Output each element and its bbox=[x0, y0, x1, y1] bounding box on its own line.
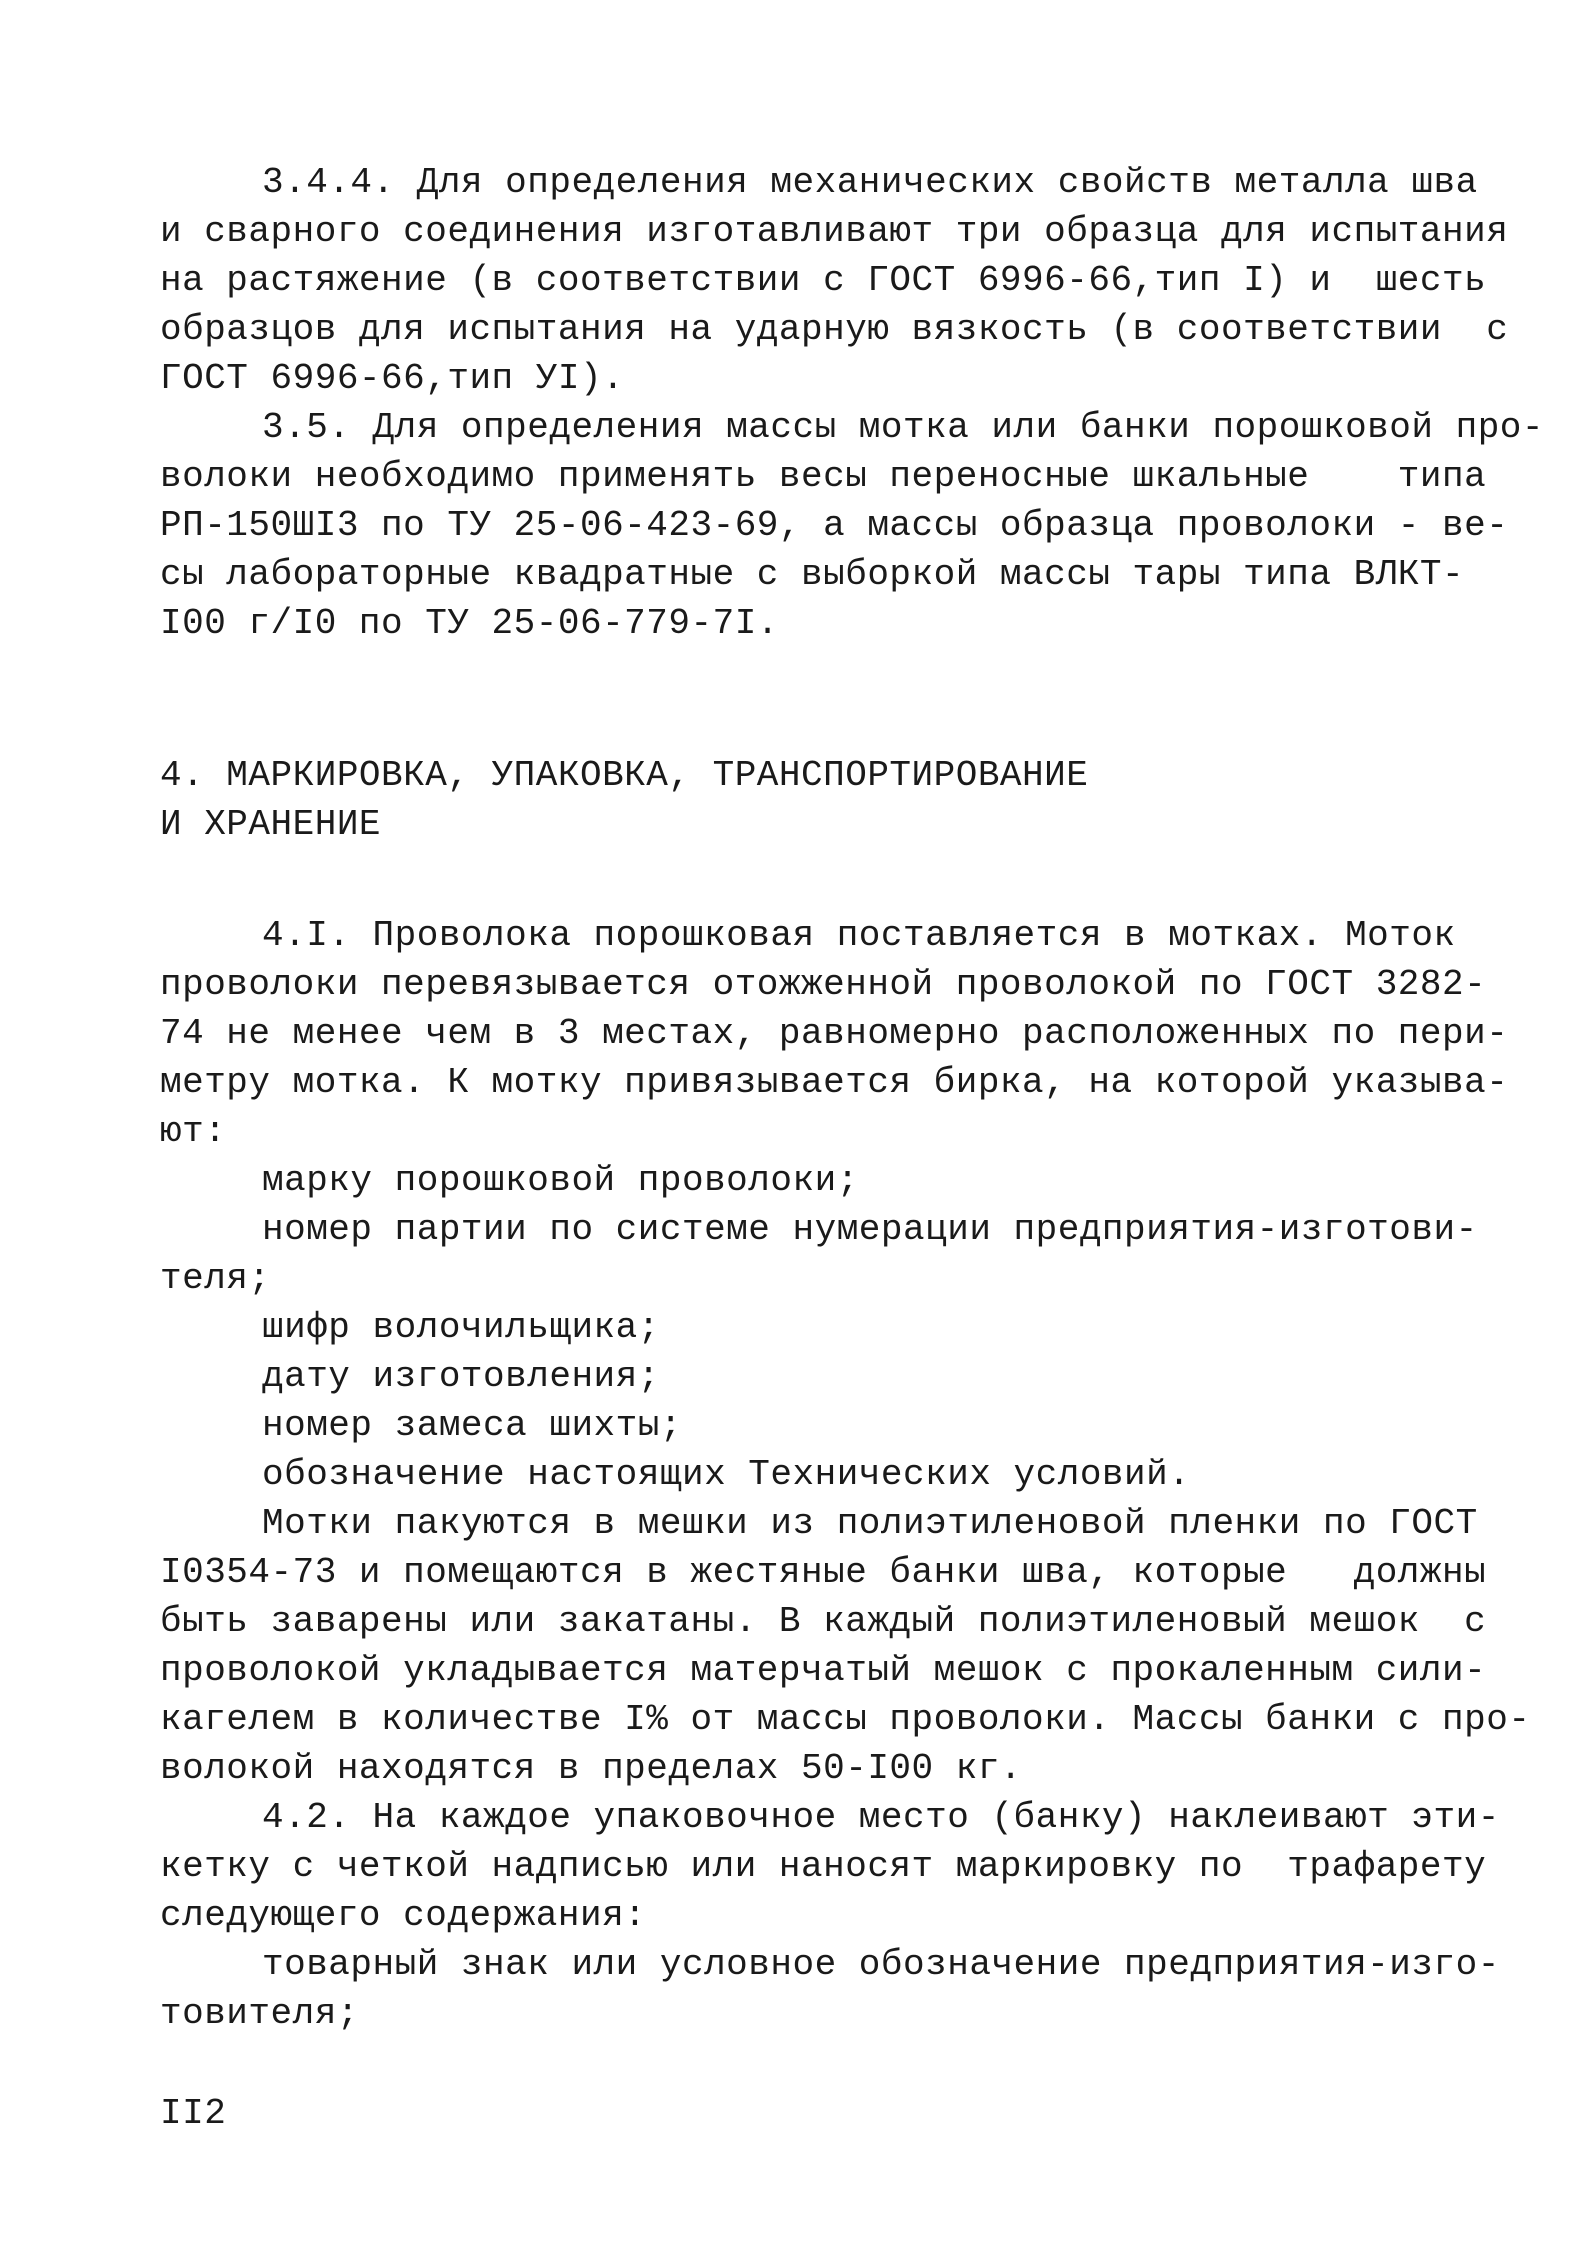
text-line: образцов для испытания на ударную вязкость (в соответствии с bbox=[160, 309, 1509, 350]
text-line: 3.4.4. Для определения механических свойств металла шва bbox=[262, 162, 1478, 203]
text-line: ют: bbox=[160, 1111, 227, 1152]
text-line: проволоки перевязывается отожженной проволокой по ГОСТ 3282- bbox=[160, 964, 1487, 1005]
text-line: 74 не менее чем в 3 местах, равномерно расположенных по пери- bbox=[160, 1013, 1509, 1054]
text-line: РП-150ШI3 по ТУ 25-06-423-69, а массы образца проволоки - ве- bbox=[160, 505, 1509, 546]
text-line: волокой находятся в пределах 50-I00 кг. bbox=[160, 1748, 1023, 1789]
section-heading: 4. МАРКИРОВКА, УПАКОВКА, ТРАНСПОРТИРОВАНИЕ bbox=[160, 755, 1089, 796]
text-line: сы лабораторные квадратные с выборкой массы тары типа ВЛКТ- bbox=[160, 554, 1465, 595]
text-line: волоки необходимо применять весы переносные шкальные типа bbox=[160, 456, 1487, 497]
text-line: Мотки пакуются в мешки из полиэтиленовой пленки по ГОСТ bbox=[262, 1503, 1478, 1544]
text-line: 4.I. Проволока порошковая поставляется в мотках. Моток bbox=[262, 915, 1456, 956]
page-number: II2 bbox=[160, 2093, 227, 2134]
list-item: обозначение настоящих Технических условий. bbox=[262, 1454, 1191, 1495]
text-line: на растяжение (в соответствии с ГОСТ 6996-66,тип I) и шесть bbox=[160, 260, 1487, 301]
section-heading: И ХРАНЕНИЕ bbox=[160, 804, 382, 845]
text-line: кагелем в количестве I% от массы проволоки. Массы банки с про- bbox=[160, 1699, 1531, 1740]
text-line: быть заварены или закатаны. В каждый полиэтиленовый мешок с bbox=[160, 1601, 1487, 1642]
text-line: проволокой укладывается матерчатый мешок с прокаленным сили- bbox=[160, 1650, 1487, 1691]
text-line: 3.5. Для определения массы мотка или банки порошковой про- bbox=[262, 407, 1545, 448]
list-item: товарный знак или условное обозначение предприятия-изго- bbox=[262, 1944, 1500, 1985]
list-item: номер замеса шихты; bbox=[262, 1405, 682, 1446]
text-line: и сварного соединения изготавливают три образца для испытания bbox=[160, 211, 1509, 252]
list-item: товителя; bbox=[160, 1993, 359, 2034]
list-item: марку порошковой проволоки; bbox=[262, 1160, 859, 1201]
text-line: метру мотка. К мотку привязывается бирка, на которой указыва- bbox=[160, 1062, 1509, 1103]
list-item: теля; bbox=[160, 1258, 271, 1299]
text-line: 4.2. На каждое упаковочное место (банку) наклеивают эти- bbox=[262, 1797, 1500, 1838]
text-line: I0354-73 и помещаются в жестяные банки шва, которые должны bbox=[160, 1552, 1487, 1593]
text-line: ГОСТ 6996-66,тип УI). bbox=[160, 358, 625, 399]
text-line: следующего содержания: bbox=[160, 1895, 647, 1936]
list-item: шифр волочильщика; bbox=[262, 1307, 660, 1348]
text-line: I00 г/I0 по ТУ 25-06-779-7I. bbox=[160, 603, 779, 644]
list-item: дату изготовления; bbox=[262, 1356, 660, 1397]
text-line: кетку с четкой надписью или наносят маркировку по трафарету bbox=[160, 1846, 1487, 1887]
list-item: номер партии по системе нумерации предприятия-изготови- bbox=[262, 1209, 1478, 1250]
